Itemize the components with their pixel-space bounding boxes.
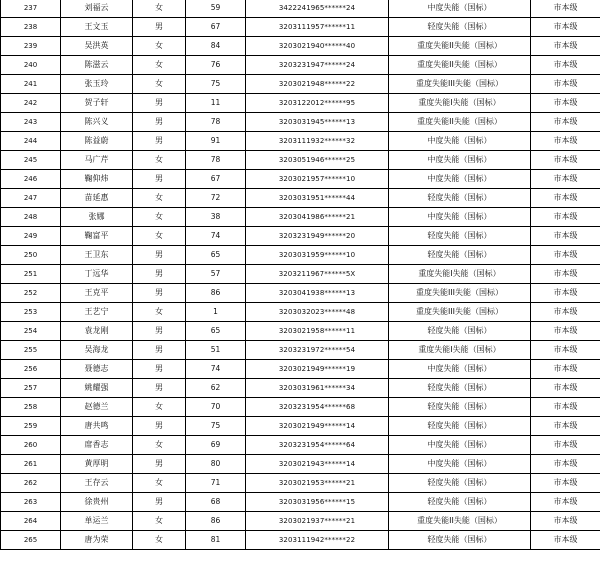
cell-id-number: 3203031951******44 (246, 189, 389, 208)
cell-sex: 女 (133, 398, 186, 417)
cell-sex: 男 (133, 18, 186, 37)
table-row (1, 531, 600, 550)
cell-disability-level: 重度失能I失能（国标） (389, 94, 531, 113)
cell-id-number: 3422241965******24 (246, 0, 389, 18)
cell-sex: 男 (133, 379, 186, 398)
cell-serial-number: 249 (1, 227, 61, 246)
cell-age: 78 (186, 113, 246, 132)
cell-name: 唐为荣 (61, 531, 133, 550)
cell-name: 马广芹 (61, 151, 133, 170)
table-row (1, 398, 600, 417)
cell-disability-level: 重度失能II失能（国标） (389, 37, 531, 56)
cell-disability-level: 中度失能（国标） (389, 455, 531, 474)
cell-age: 80 (186, 455, 246, 474)
cell-region: 市本级 (531, 246, 600, 265)
table-row (1, 132, 600, 151)
cell-name: 王克平 (61, 284, 133, 303)
table-row (1, 113, 600, 132)
cell-region: 市本级 (531, 493, 600, 512)
cell-id-number: 3203021958******11 (246, 322, 389, 341)
cell-sex: 女 (133, 303, 186, 322)
cell-id-number: 3203231947******24 (246, 56, 389, 75)
cell-region: 市本级 (531, 170, 600, 189)
cell-sex: 男 (133, 493, 186, 512)
cell-name: 陈益蔚 (61, 132, 133, 151)
cell-name: 吴海龙 (61, 341, 133, 360)
cell-id-number: 3203111932******32 (246, 132, 389, 151)
cell-serial-number: 256 (1, 360, 61, 379)
cell-serial-number: 246 (1, 170, 61, 189)
cell-sex: 男 (133, 170, 186, 189)
cell-sex: 女 (133, 531, 186, 550)
cell-serial-number: 240 (1, 56, 61, 75)
cell-sex: 男 (133, 341, 186, 360)
cell-serial-number: 255 (1, 341, 61, 360)
cell-serial-number: 251 (1, 265, 61, 284)
cell-serial-number: 265 (1, 531, 61, 550)
cell-serial-number: 237 (1, 0, 61, 18)
cell-serial-number: 244 (1, 132, 61, 151)
cell-age: 86 (186, 512, 246, 531)
cell-sex: 女 (133, 37, 186, 56)
cell-region: 市本级 (531, 265, 600, 284)
cell-serial-number: 250 (1, 246, 61, 265)
table-row (1, 246, 600, 265)
cell-id-number: 3203032023******48 (246, 303, 389, 322)
table-row (1, 189, 600, 208)
cell-age: 62 (186, 379, 246, 398)
cell-disability-level: 中度失能（国标） (389, 208, 531, 227)
cell-id-number: 3203231972******54 (246, 341, 389, 360)
cell-name: 黄厚明 (61, 455, 133, 474)
cell-name: 姚耀强 (61, 379, 133, 398)
cell-name: 王艺宁 (61, 303, 133, 322)
cell-sex: 男 (133, 417, 186, 436)
cell-region: 市本级 (531, 455, 600, 474)
cell-sex: 女 (133, 56, 186, 75)
cell-name: 吴洪英 (61, 37, 133, 56)
cell-disability-level: 轻度失能（国标） (389, 379, 531, 398)
table-row (1, 303, 600, 322)
cell-age: 81 (186, 531, 246, 550)
cell-region: 市本级 (531, 284, 600, 303)
table-row (1, 56, 600, 75)
cell-disability-level: 中度失能（国标） (389, 170, 531, 189)
cell-age: 1 (186, 303, 246, 322)
cell-sex: 男 (133, 360, 186, 379)
cell-disability-level: 中度失能（国标） (389, 132, 531, 151)
cell-name: 刘福云 (61, 0, 133, 18)
cell-serial-number: 264 (1, 512, 61, 531)
cell-region: 市本级 (531, 75, 600, 94)
cell-disability-level: 重度失能III失能（国标） (389, 284, 531, 303)
cell-serial-number: 248 (1, 208, 61, 227)
cell-sex: 男 (133, 265, 186, 284)
cell-name: 贺子轩 (61, 94, 133, 113)
table-row (1, 322, 600, 341)
cell-serial-number: 245 (1, 151, 61, 170)
cell-region: 市本级 (531, 341, 600, 360)
cell-name: 丁远华 (61, 265, 133, 284)
cell-age: 65 (186, 246, 246, 265)
cell-age: 70 (186, 398, 246, 417)
cell-id-number: 3203021943******14 (246, 455, 389, 474)
cell-serial-number: 263 (1, 493, 61, 512)
cell-age: 11 (186, 94, 246, 113)
cell-age: 74 (186, 360, 246, 379)
cell-serial-number: 254 (1, 322, 61, 341)
table-row (1, 75, 600, 94)
cell-region: 市本级 (531, 0, 600, 18)
cell-region: 市本级 (531, 56, 600, 75)
cell-serial-number: 262 (1, 474, 61, 493)
cell-serial-number: 252 (1, 284, 61, 303)
cell-sex: 男 (133, 94, 186, 113)
cell-id-number: 3203031956******15 (246, 493, 389, 512)
cell-id-number: 3203021940******40 (246, 37, 389, 56)
cell-name: 苗延惠 (61, 189, 133, 208)
cell-sex: 男 (133, 113, 186, 132)
table-row (1, 512, 600, 531)
cell-name: 赵德兰 (61, 398, 133, 417)
cell-age: 91 (186, 132, 246, 151)
cell-age: 68 (186, 493, 246, 512)
cell-sex: 男 (133, 322, 186, 341)
cell-age: 76 (186, 56, 246, 75)
cell-name: 王存云 (61, 474, 133, 493)
cell-region: 市本级 (531, 151, 600, 170)
cell-region: 市本级 (531, 113, 600, 132)
cell-age: 67 (186, 170, 246, 189)
cell-name: 单运兰 (61, 512, 133, 531)
cell-region: 市本级 (531, 227, 600, 246)
cell-id-number: 3203111957******11 (246, 18, 389, 37)
cell-sex: 男 (133, 284, 186, 303)
table-row (1, 151, 600, 170)
cell-id-number: 3203211967******5X (246, 265, 389, 284)
cell-age: 67 (186, 18, 246, 37)
table-row (1, 474, 600, 493)
cell-disability-level: 重度失能II失能（国标） (389, 113, 531, 132)
cell-id-number: 3203231954******68 (246, 398, 389, 417)
cell-region: 市本级 (531, 303, 600, 322)
cell-serial-number: 247 (1, 189, 61, 208)
table-row (1, 227, 600, 246)
cell-sex: 女 (133, 474, 186, 493)
roster-body (1, 0, 600, 550)
cell-age: 71 (186, 474, 246, 493)
cell-sex: 男 (133, 455, 186, 474)
cell-serial-number: 239 (1, 37, 61, 56)
cell-sex: 男 (133, 246, 186, 265)
table-row (1, 417, 600, 436)
cell-serial-number: 242 (1, 94, 61, 113)
cell-sex: 女 (133, 227, 186, 246)
cell-id-number: 3203021949******19 (246, 360, 389, 379)
cell-age: 38 (186, 208, 246, 227)
cell-disability-level: 轻度失能（国标） (389, 531, 531, 550)
cell-serial-number: 261 (1, 455, 61, 474)
table-row (1, 341, 600, 360)
table-row (1, 436, 600, 455)
cell-sex: 女 (133, 208, 186, 227)
cell-id-number: 3203041938******13 (246, 284, 389, 303)
cell-region: 市本级 (531, 37, 600, 56)
cell-id-number: 3203051946******25 (246, 151, 389, 170)
cell-name: 张娜 (61, 208, 133, 227)
cell-disability-level: 重度失能III失能（国标） (389, 75, 531, 94)
cell-region: 市本级 (531, 474, 600, 493)
cell-serial-number: 258 (1, 398, 61, 417)
cell-serial-number: 243 (1, 113, 61, 132)
cell-age: 51 (186, 341, 246, 360)
cell-id-number: 3203231949******20 (246, 227, 389, 246)
cell-disability-level: 轻度失能（国标） (389, 189, 531, 208)
cell-disability-level: 重度失能II失能（国标） (389, 512, 531, 531)
cell-id-number: 3203231954******64 (246, 436, 389, 455)
cell-region: 市本级 (531, 360, 600, 379)
cell-sex: 女 (133, 75, 186, 94)
cell-disability-level: 轻度失能（国标） (389, 246, 531, 265)
cell-name: 聂德志 (61, 360, 133, 379)
table-row (1, 208, 600, 227)
cell-region: 市本级 (531, 436, 600, 455)
cell-region: 市本级 (531, 132, 600, 151)
cell-id-number: 3203021937******21 (246, 512, 389, 531)
cell-disability-level: 重度失能III失能（国标） (389, 303, 531, 322)
cell-age: 75 (186, 75, 246, 94)
cell-id-number: 3203111942******22 (246, 531, 389, 550)
cell-age: 84 (186, 37, 246, 56)
cell-name: 徐贵州 (61, 493, 133, 512)
cell-disability-level: 轻度失能（国标） (389, 474, 531, 493)
cell-age: 65 (186, 322, 246, 341)
cell-region: 市本级 (531, 208, 600, 227)
table-row (1, 170, 600, 189)
cell-age: 57 (186, 265, 246, 284)
cell-name: 唐共鸣 (61, 417, 133, 436)
cell-region: 市本级 (531, 322, 600, 341)
table-row (1, 379, 600, 398)
cell-sex: 女 (133, 512, 186, 531)
cell-disability-level: 重度失能I失能（国标） (389, 265, 531, 284)
cell-serial-number: 238 (1, 18, 61, 37)
cell-name: 张玉玲 (61, 75, 133, 94)
cell-name: 王文玉 (61, 18, 133, 37)
cell-sex: 女 (133, 189, 186, 208)
cell-age: 59 (186, 0, 246, 18)
cell-age: 72 (186, 189, 246, 208)
cell-sex: 女 (133, 0, 186, 18)
cell-age: 74 (186, 227, 246, 246)
table-row (1, 455, 600, 474)
cell-disability-level: 重度失能I失能（国标） (389, 341, 531, 360)
cell-disability-level: 轻度失能（国标） (389, 417, 531, 436)
cell-region: 市本级 (531, 18, 600, 37)
cell-disability-level: 轻度失能（国标） (389, 18, 531, 37)
cell-disability-level: 中度失能（国标） (389, 360, 531, 379)
cell-disability-level: 中度失能（国标） (389, 436, 531, 455)
cell-id-number: 3203021949******14 (246, 417, 389, 436)
cell-region: 市本级 (531, 94, 600, 113)
cell-id-number: 3203031945******13 (246, 113, 389, 132)
table-row (1, 360, 600, 379)
cell-id-number: 3203021957******10 (246, 170, 389, 189)
cell-name: 席香志 (61, 436, 133, 455)
cell-disability-level: 轻度失能（国标） (389, 322, 531, 341)
table-row (1, 94, 600, 113)
table-row (1, 0, 600, 18)
table-row (1, 18, 600, 37)
cell-region: 市本级 (531, 512, 600, 531)
cell-name: 鞠富平 (61, 227, 133, 246)
table-row (1, 284, 600, 303)
cell-sex: 女 (133, 436, 186, 455)
cell-region: 市本级 (531, 379, 600, 398)
table-row (1, 265, 600, 284)
table-row (1, 37, 600, 56)
cell-serial-number: 259 (1, 417, 61, 436)
cell-region: 市本级 (531, 531, 600, 550)
cell-sex: 女 (133, 151, 186, 170)
cell-region: 市本级 (531, 189, 600, 208)
cell-disability-level: 轻度失能（国标） (389, 227, 531, 246)
cell-id-number: 3203031961******34 (246, 379, 389, 398)
cell-disability-level: 重度失能II失能（国标） (389, 56, 531, 75)
cell-name: 陈兴义 (61, 113, 133, 132)
cell-age: 86 (186, 284, 246, 303)
cell-disability-level: 轻度失能（国标） (389, 398, 531, 417)
cell-id-number: 3203021948******22 (246, 75, 389, 94)
cell-region: 市本级 (531, 398, 600, 417)
cell-id-number: 3203031959******10 (246, 246, 389, 265)
cell-serial-number: 260 (1, 436, 61, 455)
cell-age: 75 (186, 417, 246, 436)
cell-sex: 男 (133, 132, 186, 151)
cell-name: 袁龙刚 (61, 322, 133, 341)
cell-name: 王卫东 (61, 246, 133, 265)
cell-id-number: 3203122012******95 (246, 94, 389, 113)
cell-id-number: 3203021953******21 (246, 474, 389, 493)
cell-disability-level: 中度失能（国标） (389, 0, 531, 18)
cell-id-number: 3203041986******21 (246, 208, 389, 227)
cell-serial-number: 241 (1, 75, 61, 94)
cell-name: 鞠仰炜 (61, 170, 133, 189)
cell-name: 陈滋云 (61, 56, 133, 75)
cell-age: 69 (186, 436, 246, 455)
cell-serial-number: 257 (1, 379, 61, 398)
cell-disability-level: 中度失能（国标） (389, 151, 531, 170)
cell-age: 78 (186, 151, 246, 170)
cell-disability-level: 轻度失能（国标） (389, 493, 531, 512)
cell-region: 市本级 (531, 417, 600, 436)
cell-serial-number: 253 (1, 303, 61, 322)
table-row (1, 493, 600, 512)
